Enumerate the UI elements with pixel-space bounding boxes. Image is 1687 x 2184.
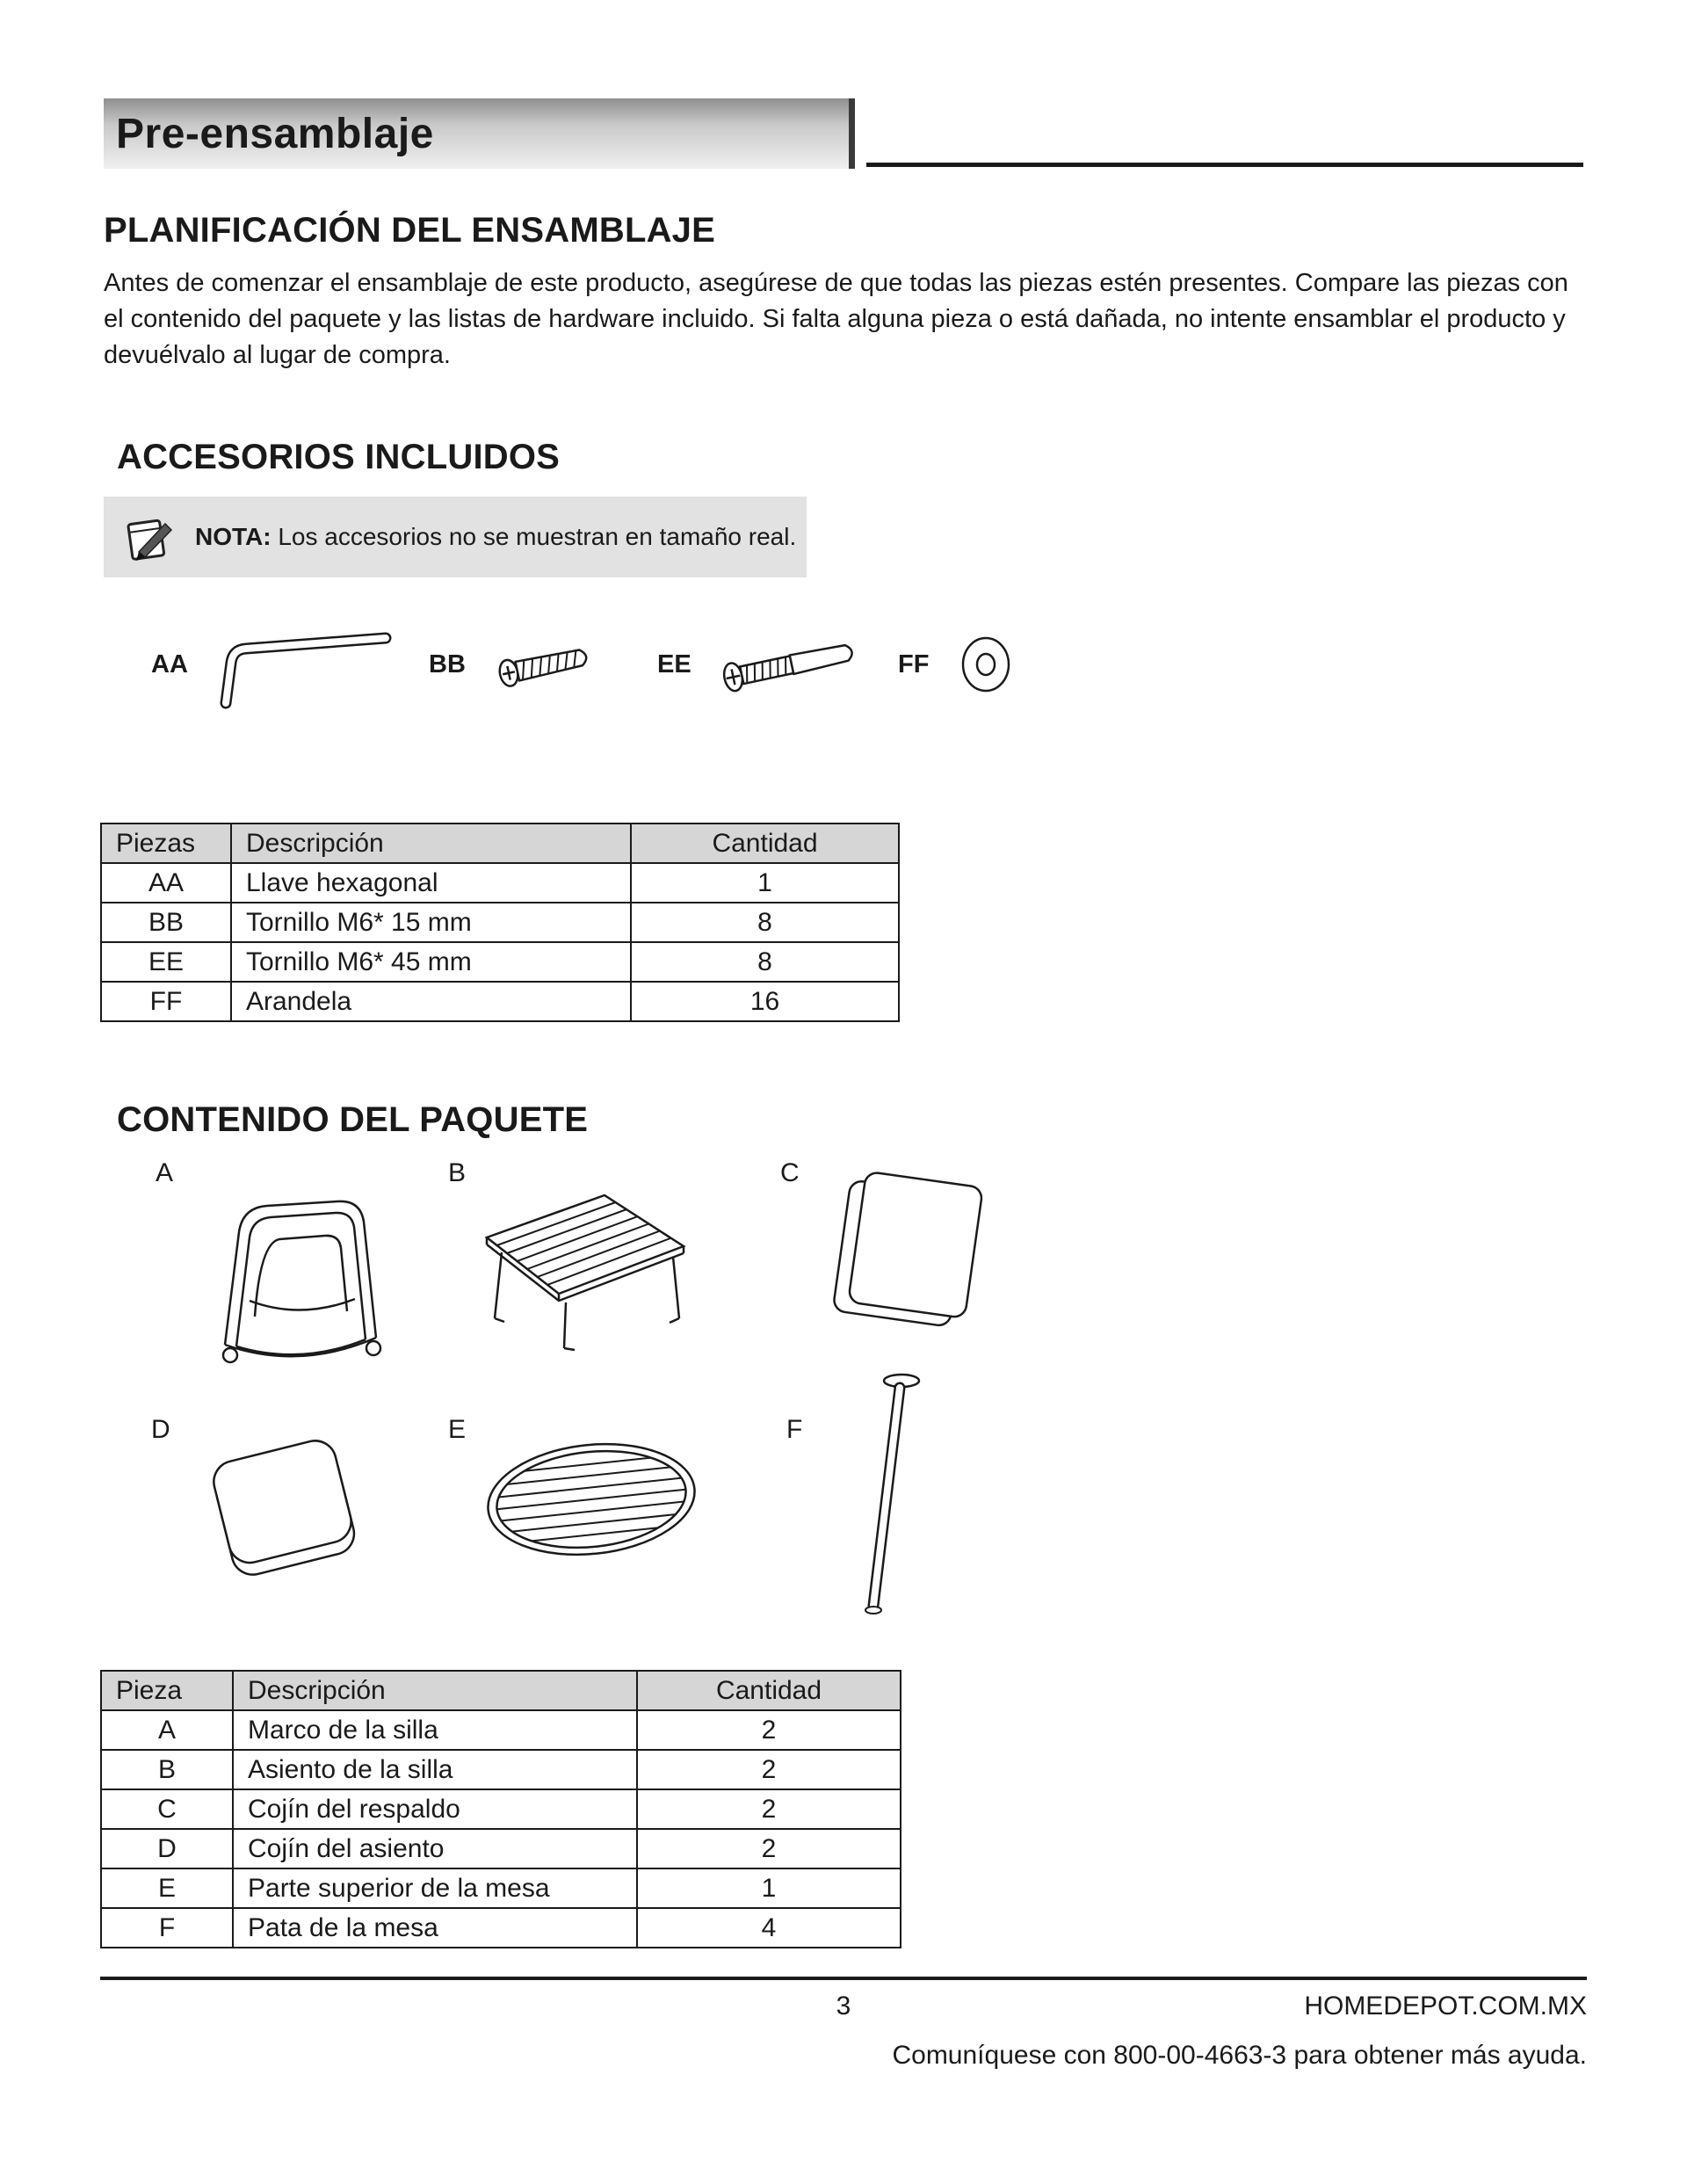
qty-cell: 2 (637, 1750, 901, 1789)
part-cell: C (101, 1789, 233, 1829)
table-row (101, 942, 899, 982)
table-row (101, 903, 899, 942)
help-line: Comuníquese con 800-00-4663-3 para obtener más ayuda. (892, 2041, 1587, 2070)
header-cell-description: Descripción (231, 824, 631, 863)
table-row (101, 982, 899, 1021)
part-cell: B (101, 1750, 233, 1789)
description-cell: Tornillo M6* 15 mm (231, 903, 631, 942)
accessories-title: ACCESORIOS INCLUIDOS (117, 438, 561, 476)
table-header-row (101, 824, 899, 863)
package-item-label-f: F (786, 1415, 803, 1444)
hardware-item-aa (151, 615, 395, 714)
part-cell: F (101, 1908, 233, 1948)
planning-title: PLANIFICACIÓN DEL ENSAMBLAJE (104, 211, 716, 250)
qty-cell: 2 (637, 1829, 901, 1868)
header-cell-qty: Cantidad (637, 1671, 901, 1710)
hex-key-icon (206, 619, 395, 711)
table-row (101, 1710, 901, 1750)
description-cell: Asiento de la silla (233, 1750, 637, 1789)
header-bar (104, 98, 1587, 169)
chair-seat-illustration (453, 1169, 717, 1362)
hardware-item-ff (898, 615, 1025, 714)
table-top-illustration (464, 1422, 719, 1576)
page-section-title: Pre-ensamblaje (116, 110, 434, 157)
part-cell: AA (101, 863, 231, 903)
table-leg-illustration (835, 1367, 949, 1630)
description-cell: Arandela (231, 982, 631, 1021)
qty-cell: 8 (631, 942, 899, 982)
washer-icon (946, 625, 1025, 704)
package-item-label-c: C (780, 1158, 800, 1187)
part-cell: E (101, 1868, 233, 1908)
package-title: CONTENIDO DEL PAQUETE (117, 1100, 589, 1139)
table-row (101, 1829, 901, 1868)
hardware-label-ff: FF (898, 649, 930, 678)
qty-cell: 4 (637, 1908, 901, 1948)
description-cell: Parte superior de la mesa (233, 1868, 637, 1908)
note-label: NOTA: (195, 523, 272, 550)
note-pencil-icon (121, 510, 179, 564)
hardware-label-ee: EE (657, 649, 691, 678)
table-row (101, 1908, 901, 1948)
package-table (100, 1670, 901, 1948)
header-rule (866, 163, 1583, 167)
qty-cell: 16 (631, 982, 899, 1021)
qty-cell: 1 (637, 1868, 901, 1908)
note-text (195, 523, 796, 551)
description-cell: Tornillo M6* 45 mm (231, 942, 631, 982)
note-body: Los accesorios no se muestran en tamaño real. (278, 523, 797, 550)
qty-cell: 1 (631, 863, 899, 903)
package-item-label-b: B (448, 1158, 467, 1187)
qty-cell: 2 (637, 1710, 901, 1750)
header-title-box (104, 98, 855, 169)
note-box (104, 497, 807, 577)
description-cell: Cojín del asiento (233, 1829, 637, 1868)
footer-rule (100, 1977, 1587, 1980)
hardware-label-aa: AA (151, 649, 188, 678)
part-cell: A (101, 1710, 233, 1750)
part-cell: BB (101, 903, 231, 942)
description-cell: Llave hexagonal (231, 863, 631, 903)
description-cell: Cojín del respaldo (233, 1789, 637, 1829)
long-bolt-icon (709, 629, 876, 700)
hardware-item-bb (429, 615, 615, 714)
site-domain: HOMEDEPOT.COM.MX (1304, 1992, 1587, 2021)
description-cell: Pata de la mesa (233, 1908, 637, 1948)
package-item-label-a: A (156, 1158, 174, 1187)
header-cell-part: Piezas (101, 824, 231, 863)
hardware-item-ee (657, 615, 876, 714)
table-row (101, 1868, 901, 1908)
header-cell-qty: Cantidad (631, 824, 899, 863)
back-cushion-illustration (813, 1147, 997, 1345)
table-row (101, 1750, 901, 1789)
table-row (101, 1789, 901, 1829)
short-screw-icon (483, 629, 615, 700)
page-number: 3 (836, 1992, 851, 2021)
header-cell-part: Pieza (101, 1671, 233, 1710)
hardware-label-bb: BB (429, 649, 466, 678)
part-cell: FF (101, 982, 231, 1021)
table-header-row (101, 1671, 901, 1710)
qty-cell: 8 (631, 903, 899, 942)
chair-frame-illustration (195, 1169, 406, 1380)
part-cell: EE (101, 942, 231, 982)
package-item-label-d: D (151, 1415, 170, 1444)
package-item-label-e: E (448, 1415, 467, 1444)
part-cell: D (101, 1829, 233, 1868)
seat-cushion-illustration (167, 1417, 395, 1584)
accessories-table (100, 823, 900, 1022)
planning-body: Antes de comenzar el ensamblaje de este producto, asegúrese de que todas las piezas estén presentes. Compare las piezas con el contenido del paquete y las listas de hardware incluido. Si falta alguna pieza o está dañada, no intente ensamblar el producto y devuélvalo al lugar de compra. (104, 269, 1568, 369)
qty-cell: 2 (637, 1789, 901, 1829)
table-row (101, 863, 899, 903)
header-cell-description: Descripción (233, 1671, 637, 1710)
description-cell: Marco de la silla (233, 1710, 637, 1750)
